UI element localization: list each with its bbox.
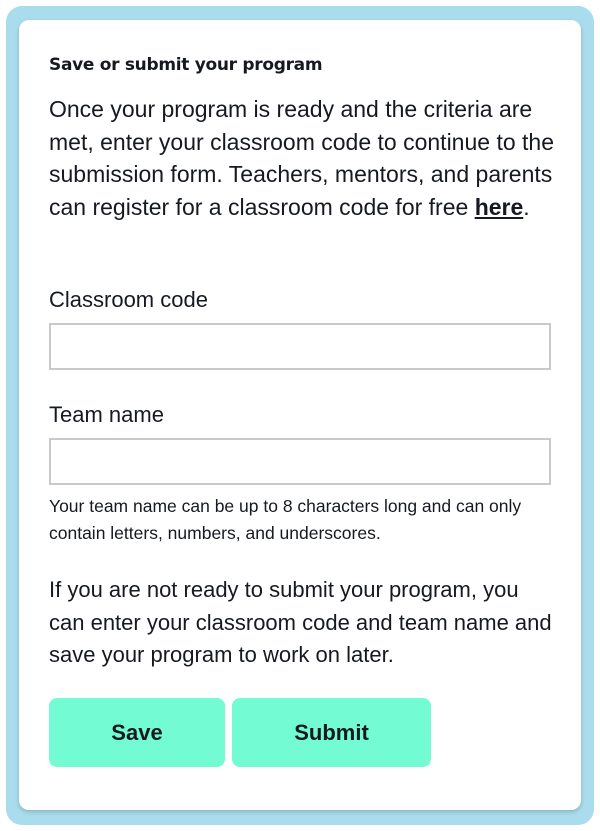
save-button[interactable]: Save	[49, 698, 225, 767]
save-note: If you are not ready to submit your program, you can enter your classroom code and team name and save your program to work on later.	[49, 577, 552, 667]
classroom-code-input[interactable]	[49, 323, 551, 370]
team-name-label: Team name	[49, 402, 164, 427]
team-name-input[interactable]	[49, 438, 551, 485]
intro-text: Once your program is ready and the criteria are met, enter your classroom code to continue to the submission form. Teachers, mentors, and parents can register for a classroom code for free	[49, 96, 554, 220]
intro-paragraph	[49, 93, 569, 223]
panel-heading: Save or submit your program	[49, 55, 323, 75]
team-name-hint: Your team name can be up to 8 characters long and can only contain letters, numbers, and underscores.	[49, 496, 522, 543]
submit-button[interactable]: Submit	[232, 698, 431, 767]
intro-end: .	[523, 193, 530, 220]
classroom-code-label: Classroom code	[49, 287, 208, 312]
register-here-link[interactable]: here	[474, 193, 524, 220]
